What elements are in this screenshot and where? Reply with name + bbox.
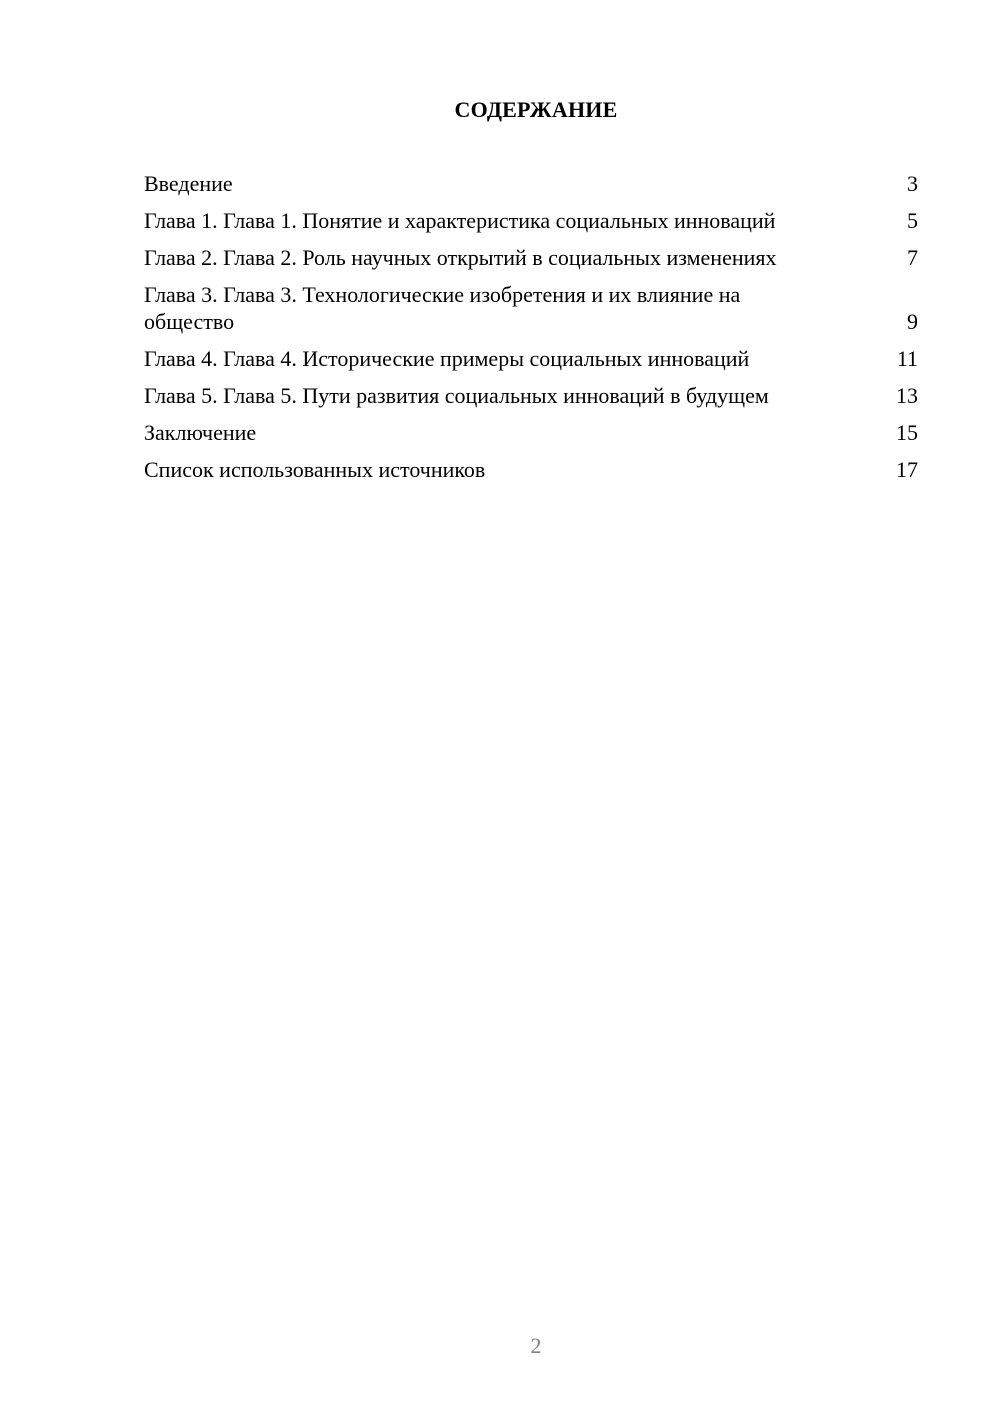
toc-entry-chapter-4[interactable] xyxy=(144,345,918,372)
toc-entry-references[interactable] xyxy=(144,456,918,483)
page-number: 2 xyxy=(530,1333,542,1358)
toc-list xyxy=(144,170,918,493)
toc-entry-chapter-5[interactable] xyxy=(144,382,918,409)
toc-entry-conclusion[interactable] xyxy=(144,419,918,446)
toc-title: СОДЕРЖАНИЕ xyxy=(454,97,618,122)
toc-entry-page: 13 xyxy=(896,383,918,408)
toc-entry-page: 11 xyxy=(896,346,918,371)
toc-entry-page: 9 xyxy=(907,309,918,334)
toc-entry-page: 5 xyxy=(907,208,918,233)
toc-entry-text: Глава 5. Глава 5. Пути развития социальных инноваций в будущем xyxy=(144,383,769,408)
toc-entry-text: Глава 4. Глава 4. Исторические примеры социальных инноваций xyxy=(144,346,750,371)
toc-entry-page: 3 xyxy=(907,171,918,196)
toc-entry-chapter-2[interactable] xyxy=(144,244,918,271)
toc-entry-page: 15 xyxy=(896,420,918,445)
toc-entry-text: Глава 3. Глава 3. Технологические изобретения и их влияние на общество xyxy=(144,282,741,334)
toc-entry-text: Введение xyxy=(144,171,233,196)
toc-entry-page: 17 xyxy=(896,457,918,482)
toc-entry-text: Заключение xyxy=(144,420,257,445)
toc-entry-introduction[interactable] xyxy=(144,170,918,197)
toc-entry-chapter-1[interactable] xyxy=(144,207,918,234)
toc-entry-chapter-3[interactable] xyxy=(144,281,918,335)
toc-entry-page: 7 xyxy=(907,245,918,270)
toc-entry-text: Глава 2. Глава 2. Роль научных открытий в социальных изменениях xyxy=(144,245,777,270)
toc-entry-text: Глава 1. Глава 1. Понятие и характеристика социальных инноваций xyxy=(144,208,776,233)
toc-entry-text: Список использованных источников xyxy=(144,457,486,482)
